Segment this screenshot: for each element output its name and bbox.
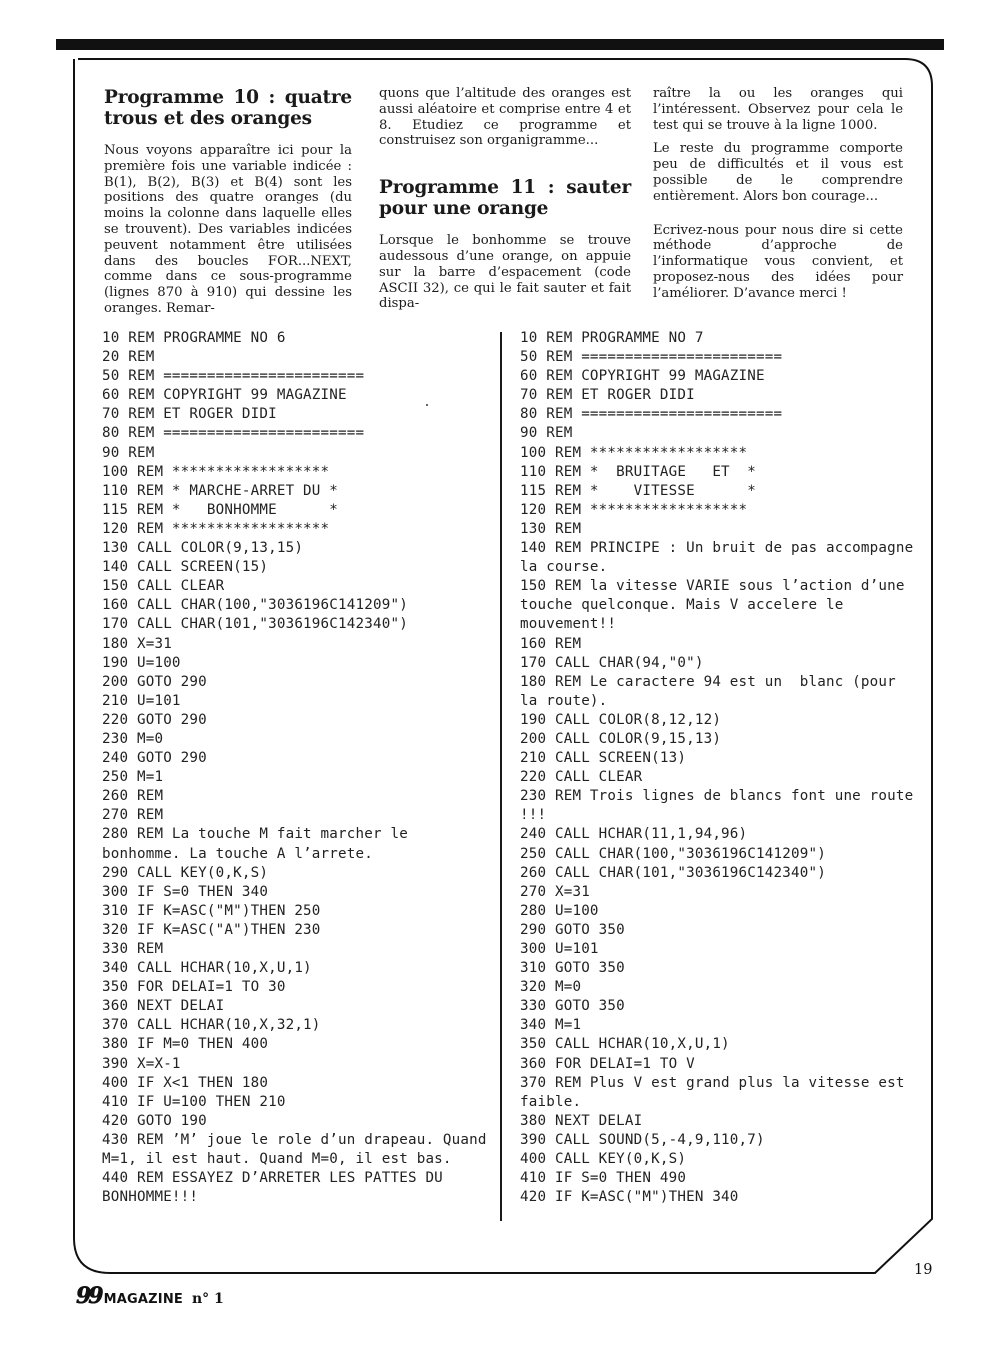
code-line: 120 REM ****************** (102, 520, 330, 537)
code-line: 420 IF K=ASC("M")THEN 340 (520, 1189, 739, 1206)
code-line: 370 CALL HCHAR(10,X,32,1) (102, 1017, 321, 1034)
code-line: 100 REM ****************** (520, 444, 748, 461)
code-line: 440 REM ESSAYEZ D’ARRETER LES PATTES DU BONHOMME!!! (102, 1170, 452, 1206)
code-line: 290 GOTO 350 (520, 921, 625, 938)
code-line: 200 GOTO 290 (102, 673, 207, 690)
code-line: 370 REM Plus V est grand plus la vitesse est faible. (520, 1074, 914, 1110)
logo-mark: 99 (76, 1283, 101, 1309)
code-line: 80 REM ======================= (102, 425, 365, 442)
magazine-logo (76, 1283, 224, 1309)
code-line: 50 REM ======================= (102, 368, 365, 385)
code-line: 260 REM (102, 788, 164, 805)
code-line: 10 REM PROGRAMME NO 6 (102, 330, 286, 346)
code-line: 200 CALL COLOR(9,15,13) (520, 730, 722, 747)
code-line: 190 CALL COLOR(8,12,12) (520, 711, 722, 728)
code-line: 310 IF K=ASC("M")THEN 250 (102, 902, 321, 919)
code-line: 220 GOTO 290 (102, 711, 207, 728)
code-line: 150 CALL CLEAR (102, 578, 225, 595)
code-line: 410 IF U=100 THEN 210 (102, 1093, 286, 1110)
code-line: 210 U=101 (102, 692, 181, 709)
code-line: 50 REM ======================= (520, 349, 783, 366)
code-line: 340 M=1 (520, 1017, 582, 1034)
code-line: 115 REM * BONHOMME * (102, 501, 339, 518)
code-line: 250 CALL CHAR(100,"3036196C141209") (520, 845, 826, 862)
paragraph: Lorsque le bonhomme se trouve audessous d’une orange, on appuie sur la barre d’espacement (code ASCII 32), ce qui le fait sauter et fait dispa- (379, 233, 631, 312)
code-line: 250 M=1 (102, 769, 164, 786)
logo-text: MAGAZINE (103, 1292, 183, 1307)
code-line: 320 IF K=ASC("A")THEN 230 (102, 921, 321, 938)
code-line: 180 REM Le caractere 94 est un blanc (pour la route). (520, 673, 905, 709)
code-line: 420 GOTO 190 (102, 1112, 207, 1129)
code-line: 190 U=100 (102, 654, 181, 671)
code-line: 150 REM la vitesse VARIE sous l’action d’une touche quelconque. Mais V accelere le mouvement!! (520, 578, 914, 633)
code-line: 115 REM * VITESSE * (520, 482, 757, 499)
code-line: 110 REM * MARCHE-ARRET DU * (102, 482, 339, 499)
column-divider (500, 332, 502, 1221)
code-line: 350 CALL HCHAR(10,X,U,1) (520, 1036, 730, 1053)
code-line: 90 REM (102, 444, 155, 461)
code-line: 120 REM ****************** (520, 501, 748, 518)
code-line: 70 REM ET ROGER DIDI (102, 406, 277, 423)
code-line: 310 GOTO 350 (520, 960, 625, 977)
code-line: 400 IF X<1 THEN 180 (102, 1074, 269, 1091)
code-line: 360 NEXT DELAI (102, 998, 225, 1015)
issue-number: n° 1 (191, 1291, 224, 1307)
paragraph: Ecrivez-nous pour nous dire si cette méthode d’approche de l’informatique vous convient, et proposez-nous des idées pour l’améliorer. D’avance merci ! (653, 222, 903, 301)
code-line: 10 REM PROGRAMME NO 7 (520, 330, 704, 346)
code-line: 170 CALL CHAR(94,"0") (520, 654, 704, 671)
paragraph: quons que l’altitude des oranges est aussi aléatoire et comprise entre 4 et 8. Etudiez ce programme et construisez son organigramme... (379, 86, 631, 149)
code-line: 330 GOTO 350 (520, 998, 625, 1015)
code-line: 90 REM (520, 425, 573, 442)
code-line: 410 IF S=0 THEN 490 (520, 1170, 687, 1187)
code-line: 360 FOR DELAI=1 TO V (520, 1055, 695, 1072)
code-line: 330 REM (102, 941, 164, 957)
article-column-2 (379, 86, 631, 320)
code-line: 240 GOTO 290 (102, 750, 207, 767)
code-line: 160 CALL CHAR(100,"3036196C141209") (102, 597, 408, 614)
code-line: 100 REM ****************** (102, 463, 330, 480)
code-line: 130 CALL COLOR(9,13,15) (102, 540, 304, 557)
code-line: 350 FOR DELAI=1 TO 30 (102, 979, 286, 996)
page-number: 19 (914, 1262, 933, 1278)
code-line: 340 CALL HCHAR(10,X,U,1) (102, 960, 312, 977)
listing-programme-7 (520, 329, 923, 1207)
code-line: 430 REM ’M’ joue le role d’un drapeau. Quand M=1, il est haut. Quand M=0, il est bas. (102, 1131, 496, 1168)
code-line: 60 REM COPYRIGHT 99 MAGAZINE (102, 387, 347, 404)
code-line: 180 X=31 (102, 635, 172, 652)
code-line: 110 REM * BRUITAGE ET * (520, 463, 757, 480)
code-line: 390 X=X-1 (102, 1055, 181, 1072)
code-line: 170 CALL CHAR(101,"3036196C142340") (102, 616, 408, 633)
code-line: 300 IF S=0 THEN 340 (102, 883, 269, 900)
code-line: 270 REM (102, 807, 164, 824)
code-line: 230 M=0 (102, 730, 164, 747)
code-line: 300 U=101 (520, 941, 599, 957)
paragraph: raître la ou les oranges qui l’intéressent. Observez pour cela le test qui se trouve à la ligne 1000. (653, 86, 903, 133)
article-column-3 (653, 86, 903, 310)
article-column-1 (104, 86, 352, 325)
code-line: 130 REM (520, 520, 582, 537)
code-line: 380 NEXT DELAI (520, 1112, 643, 1129)
code-line: 260 CALL CHAR(101,"3036196C142340") (520, 864, 826, 881)
code-line: 280 U=100 (520, 902, 599, 919)
code-line: 280 REM La touche M fait marcher le bonhomme. La touche A l’arrete. (102, 826, 417, 862)
header-rule (56, 39, 944, 50)
code-line: 70 REM ET ROGER DIDI (520, 387, 695, 404)
code-line: 320 M=0 (520, 979, 582, 996)
paragraph: Nous voyons apparaître ici pour la première fois une variable indicée : B(1), B(2), B(3) et B(4) sont les positions des quatre oranges (du moins la colonne dans laquelle elles se trouvent). Des variables indicées peuvent notamment être utilisées dans des boucles FOR...NEXT, comme dans ce sous-programme (lignes 870 à 910) qui dessine les oranges. Remar- (104, 143, 352, 316)
code-line: 160 REM (520, 635, 582, 652)
code-line: 60 REM COPYRIGHT 99 MAGAZINE (520, 368, 765, 385)
code-line: 380 IF M=0 THEN 400 (102, 1036, 269, 1053)
code-line: 80 REM ======================= (520, 406, 783, 423)
heading-programme-10: Programme 10 : quatre trous et des oranges (104, 87, 352, 129)
code-line: 20 REM (102, 349, 155, 366)
paragraph: Le reste du programme comporte peu de difficultés et il vous est possible de le comprendre entièrement. Alors bon courage... (653, 141, 903, 204)
code-line: 210 CALL SCREEN(13) (520, 750, 687, 767)
code-line: 220 CALL CLEAR (520, 769, 643, 786)
listing-programme-6 (102, 329, 496, 1207)
code-line: 140 REM PRINCIPE : Un bruit de pas accompagne la course. (520, 540, 923, 576)
code-line: 390 CALL SOUND(5,-4,9,110,7) (520, 1131, 765, 1148)
code-line: 140 CALL SCREEN(15) (102, 559, 269, 576)
code-line: 240 CALL HCHAR(11,1,94,96) (520, 826, 748, 843)
code-line: 270 X=31 (520, 883, 590, 900)
heading-programme-11: Programme 11 : sauter pour une orange (379, 177, 631, 220)
code-line: 230 REM Trois lignes de blancs font une route !!! (520, 788, 923, 824)
code-line: 290 CALL KEY(0,K,S) (102, 864, 269, 881)
code-line: 400 CALL KEY(0,K,S) (520, 1151, 687, 1168)
